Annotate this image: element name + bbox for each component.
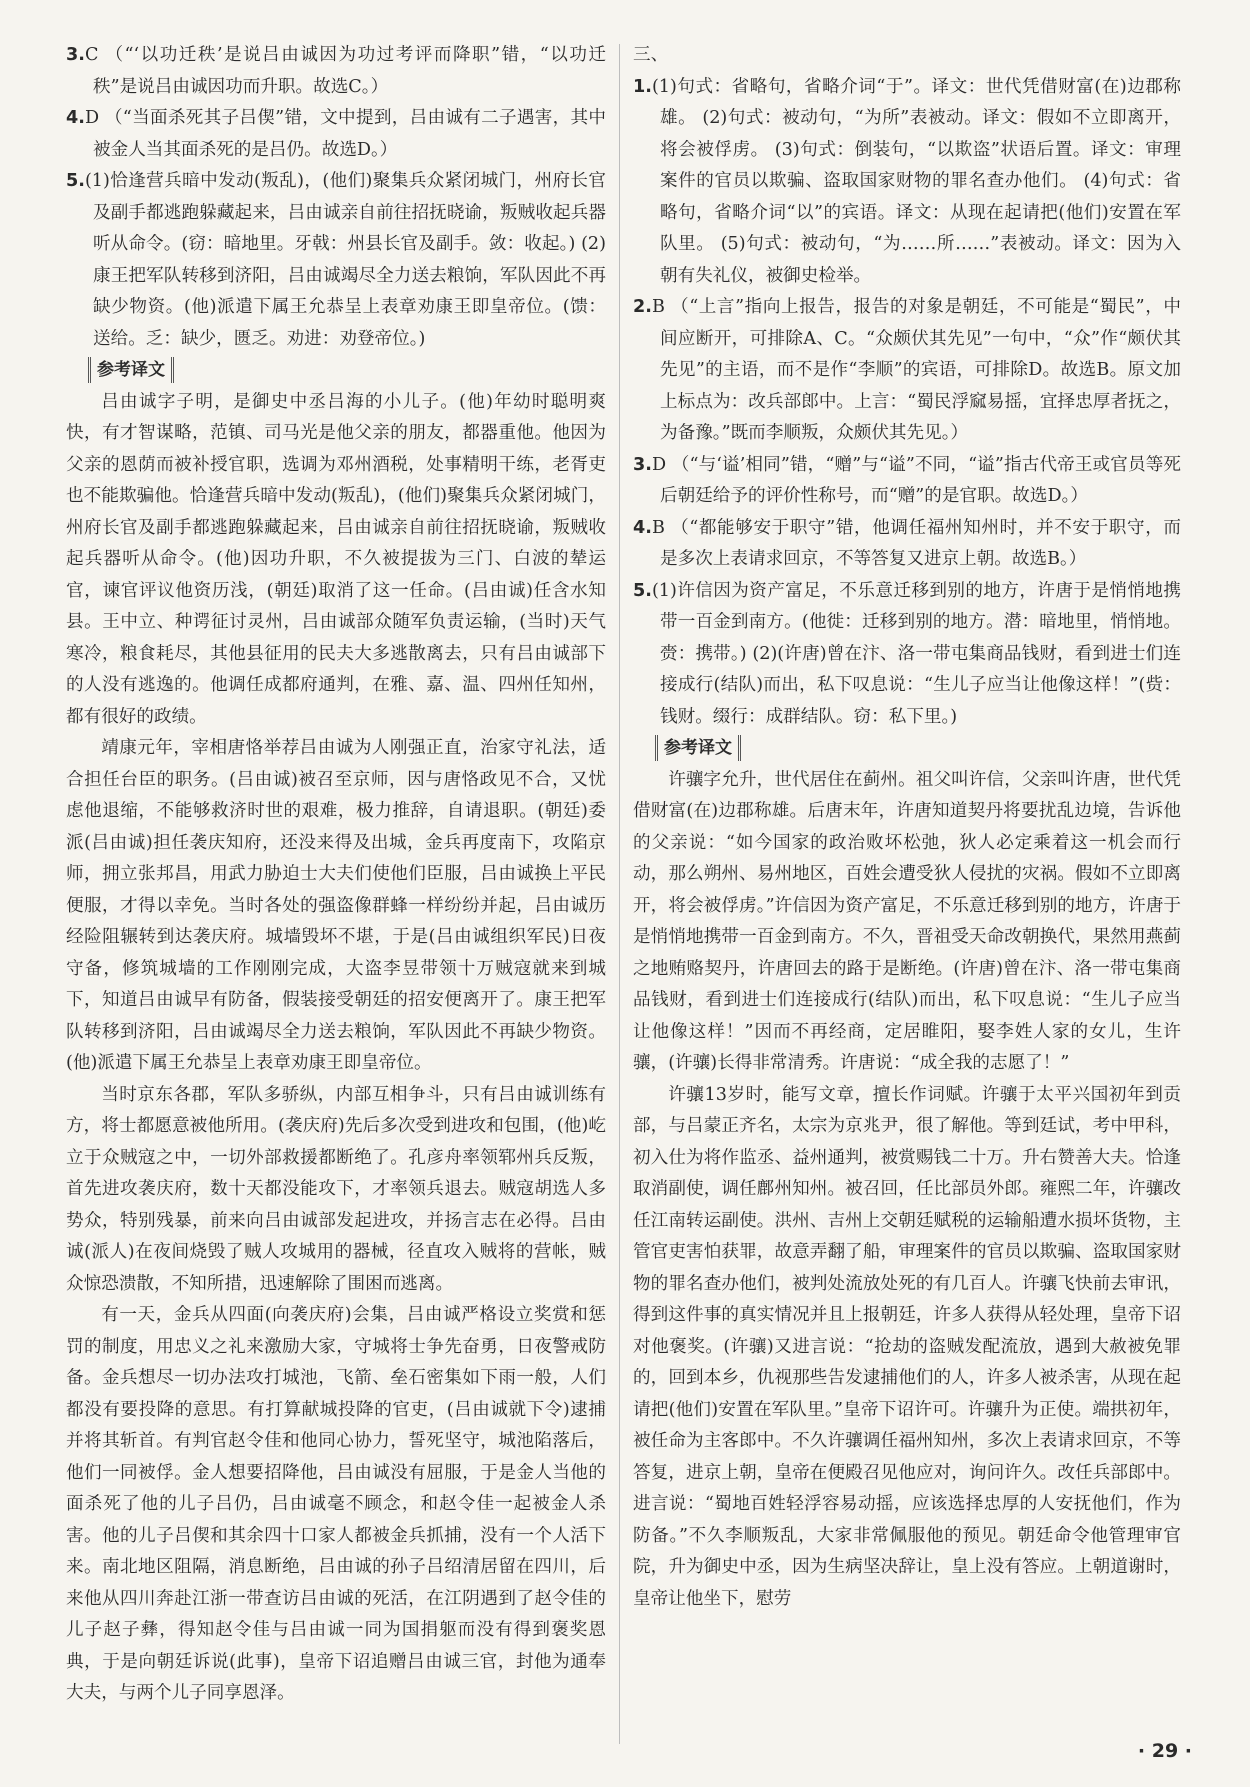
item-text: (1)恰逢营兵暗中发动(叛乱)，(他们)聚集兵众紧闭城门，州府长官及副手都逃跑躲藏起来，吕由诚亲自前往招抚晓谕，叛贼收起兵器听从命令。(窃：暗地里。牙戟：州县长官及副手。敛：收起。) (2)康王把军队转移到济阳，吕由诚竭尽全力送去粮饷，军队因此不再缺少物资。(他)派遣下属王允恭呈上表章劝康王即皇帝位。(馈：送给。乏：缺少，匮乏。劝进：劝登帝位。) bbox=[84, 171, 606, 349]
reference-translation-label: 参考译文 bbox=[655, 735, 741, 761]
answer-item-4 bbox=[633, 513, 1181, 576]
answer-item-1 bbox=[633, 72, 1181, 293]
item-number: 3. bbox=[633, 454, 652, 475]
translation-paragraph: 靖康元年，宰相唐恪举荐吕由诚为人刚强正直，治家守礼法，适合担任台臣的职务。(吕由诚)被召至京师，因与唐恪政见不合，又忧虑他退缩，不能够救济时世的艰难，极力推辞，自请退职。(朝廷)委派(吕由诚)担任袭庆知府，还没来得及出城，金兵再度南下，攻陷京师，拥立张邦昌，用武力胁迫士大夫们使他们臣服，吕由诚换上平民便服，才得以幸免。当时各处的强盗像群蜂一样纷纷并起，吕由诚历经险阻辗转到达袭庆府。城墙毁坏不堪，于是(吕由诚组织军民)日夜守备，修筑城墙的工作刚刚完成，大盗李昱带领十万贼寇就来到城下，知道吕由诚早有防备，假装接受朝廷的招安便离开了。康王把军队转移到济阳，吕由诚竭尽全力送去粮饷，军队因此不再缺少物资。(他)派遣下属王允恭呈上表章劝康王即皇帝位。 bbox=[66, 738, 606, 1073]
item-number: 3. bbox=[66, 45, 85, 65]
item-number: 5. bbox=[633, 580, 652, 601]
answer-item-3 bbox=[633, 450, 1181, 513]
item-text: D （“与‘谥’相同”错，“赠”与“谥”不同，“谥”指古代帝王或官员等死后朝廷给予的评价性称号，而“赠”的是官职。故选D。） bbox=[651, 454, 1181, 506]
reference-translation-label: 参考译文 bbox=[88, 357, 174, 383]
column-divider bbox=[619, 44, 620, 1744]
item-text: (1)句式：省略句，省略介词“于”。译文：世代凭借财富(在)边郡称雄。 (2)句式：被动句，“为所”表被动。译文：假如不立即离开，将会被俘虏。 (3)句式：倒装句，“以欺盗”状语后置。译文：审理案件的官员以欺骗、盗取国家财物的罪名查办他们。 (4)句式：省略句，省略介词“以”的宾语。译文：从现在起请把(他们)安置在军队里。 (5)句式：被动句，“为……所……”表被动。译文：因为入朝有失礼仪，被御史检举。 bbox=[651, 76, 1181, 286]
answer-item-5 bbox=[66, 166, 606, 355]
item-text: C （“‘以功迁秩’是说吕由诚因为功过考评而降职”错，“以功迁秩”是说吕由诚因功而升职。故选C。） bbox=[84, 45, 606, 97]
translation-paragraph: 许骧13岁时，能写文章，擅长作词赋。许骧于太平兴国初年到贡部，与吕蒙正齐名，太宗为京兆尹，很了解他。等到廷试，考中甲科，初入仕为将作监丞、益州通判，被赏赐钱二十万。升右赞善大夫。恰逢取消副使，调任鄜州知州。被召回，任比部员外郎。雍熙二年，许骧改任江南转运副使。洪州、吉州上交朝廷赋税的运输船遭水损坏货物，主管官吏害怕获罪，故意弄翻了船，审理案件的官员以欺骗、盗取国家财物的罪名查办他们，被判处流放处死的有几百人。许骧飞快前去审讯，得到这件事的真实情况并且上报朝廷，许多人获得从轻处理，皇帝下诏对他褒奖。(许骧)又进言说：“抢劫的盗贼发配流放，遇到大赦被免罪的，回到本乡，仇视那些告发逮捕他们的人，许多人被杀害，从现在起请把(他们)安置在军队里。”皇帝下诏许可。许骧升为正使。端拱初年，被任命为主客郎中。不久许骧调任福州知州，多次上表请求回京，不等答复，进京上朝，皇帝在便殿召见他应对，询问许久。改任兵部郎中。进言说：“蜀地百姓轻浮容易动摇，应该选择忠厚的人安抚他们，作为防备。”不久李顺叛乱，大家非常佩服他的预见。朝廷命令他管理审官院，升为御史中丞，因为生病坚决辞让，皇上没有答应。上朝道谢时，皇帝让他坐下，慰劳 bbox=[633, 1084, 1181, 1609]
translation-paragraph: 当时京东各郡，军队多骄纵，内部互相争斗，只有吕由诚训练有方，将士都愿意被他所用。(袭庆府)先后多次受到进攻和包围，(他)屹立于众贼寇之中，一切外部救援都断绝了。孔彦舟率领郓州兵反叛，首先进攻袭庆府，数十天都没能攻下，才率领兵退去。贼寇胡选人多势众，特别残暴，前来向吕由诚部发起进攻，并扬言志在必得。吕由诚(派人)在夜间烧毁了贼人攻城用的器械，径直攻入贼将的营帐，贼众惊恐溃散，不知所措，迅速解除了围困而逃离。 bbox=[66, 1084, 606, 1294]
right-column bbox=[633, 40, 1181, 1615]
answer-item-5 bbox=[633, 576, 1181, 734]
item-number: 5. bbox=[66, 171, 85, 191]
page-number: · 29 · bbox=[1137, 1740, 1192, 1762]
item-text: (1)许信因为资产富足，不乐意迁移到别的地方，许唐于是悄悄地携带一百金到南方。(他徙：迁移到别的地方。潜：暗地里，悄悄地。赍：携带。) (2)(许唐)曾在汴、洛一带屯集商品钱财，看到进士们连接成行(结队)而出，私下叹息说：“生儿子应当让他像这样！”(赀：钱财。缀行：成群结队。窃：私下里。) bbox=[651, 580, 1181, 727]
item-number: 1. bbox=[633, 76, 652, 97]
item-number: 4. bbox=[633, 517, 652, 538]
item-text: B （“上言”指向上报告，报告的对象是朝廷，不可能是“蜀民”，中间应断开，可排除A、C。“众颇伏其先见”一句中，“众”作“颇伏其先见”的主语，而不是作“李顺”的宾语，可排除D。故选B。原文加上标点为：改兵部郎中。上言：“蜀民浮窳易摇，宜择忠厚者抚之，为备豫。”既而李顺叛，众颇伏其先见。） bbox=[651, 297, 1181, 443]
answer-item-2 bbox=[633, 292, 1181, 450]
item-text: B （“都能够安于职守”错，他调任福州知州时，并不安于职守，而是多次上表请求回京，不等答复又进京上朝。故选B。） bbox=[651, 517, 1181, 569]
left-column bbox=[66, 40, 606, 1710]
translation-paragraph: 许骧字允升，世代居住在蓟州。祖父叫许信，父亲叫许唐，世代凭借财富(在)边郡称雄。后唐末年，许唐知道契丹将要扰乱边境，告诉他的父亲说：“如今国家的政治败坏松弛，狄人必定乘着这一机会而行动，那么朔州、易州地区，百姓会遭受狄人侵扰的灾祸。假如不立即离开，将会被俘虏。”许信因为资产富足，不乐意迁移到别的地方，许唐于是悄悄地携带一百金到南方。不久，晋祖受天命改朝换代，果然用燕蓟之地贿赂契丹，许唐回去的路于是断绝。(许唐)曾在汴、洛一带屯集商品钱财，看到进士们连接成行(结队)而出，私下叹息说：“生儿子应当让他像这样！”因而不再经商，定居睢阳，娶李姓人家的女儿，生许骧，(许骧)长得非常清秀。许唐说：“成全我的志愿了！” bbox=[633, 769, 1181, 1073]
translation-paragraph: 有一天，金兵从四面(向袭庆府)会集，吕由诚严格设立奖赏和惩罚的制度，用忠义之礼来激励大家，守城将士争先奋勇，日夜警戒防备。金兵想尽一切办法攻打城池，飞箭、垒石密集如下雨一般，人们都没有要投降的意思。有打算献城投降的官吏，(吕由诚就下令)逮捕并将其斩首。有判官赵令佳和他同心协力，誓死坚守，城池陷落后，他们一同被俘。金人想要招降他，吕由诚没有屈服，于是金人当他的面杀死了他的儿子吕仍，吕由诚毫不顾念，和赵令佳一起被金人杀害。他的儿子吕偰和其余四十口家人都被金兵抓捕，没有一个人活下来。南北地区阻隔，消息断绝，吕由诚的孙子吕绍清居留在四川，后来他从四川奔赴江浙一带查访吕由诚的死活，在江阴遇到了赵令佳的儿子赵子彝，得知赵令佳与吕由诚一同为国捐躯而没有得到褒奖恩典，于是向朝廷诉说(此事)，皇帝下诏追赠吕由诚三官，封他为通奉大夫，与两个儿子同享恩泽。 bbox=[66, 1305, 606, 1703]
answer-item-3 bbox=[66, 40, 606, 103]
item-number: 4. bbox=[66, 108, 85, 128]
item-text: D （“当面杀死其子吕偰”错，文中提到，吕由诚有二子遇害，其中被金人当其面杀死的是吕仍。故选D。） bbox=[84, 108, 606, 160]
translation-paragraph: 吕由诚字子明，是御史中丞吕海的小儿子。(他)年幼时聪明爽快，有才智谋略，范镇、司马光是他父亲的朋友，都器重他。他因为父亲的恩荫而被补授官职，选调为邓州酒税，处事精明干练，老胥吏也不能欺骗他。恰逢营兵暗中发动(叛乱)，(他们)聚集兵众紧闭城门，州府长官及副手都逃跑躲藏起来，吕由诚亲自前往招抚晓谕，叛贼收起兵器听从命令。(他)因功升职，不久被提拔为三门、白波的辇运官，谏官评议他资历浅，(朝廷)取消了这一任命。(吕由诚)任含水知县。王中立、种谔征讨灵州，吕由诚部众随军负责运输，(当时)天气寒冷，粮食耗尽，其他县征用的民夫大多逃散离去，只有吕由诚部下的人没有逃逸的。他调任成都府通判，在雅、嘉、温、四州任知州，都有很好的政绩。 bbox=[66, 391, 606, 727]
section-title: 三、 bbox=[633, 45, 669, 65]
item-number: 2. bbox=[633, 297, 652, 317]
answer-item-4 bbox=[66, 103, 606, 166]
